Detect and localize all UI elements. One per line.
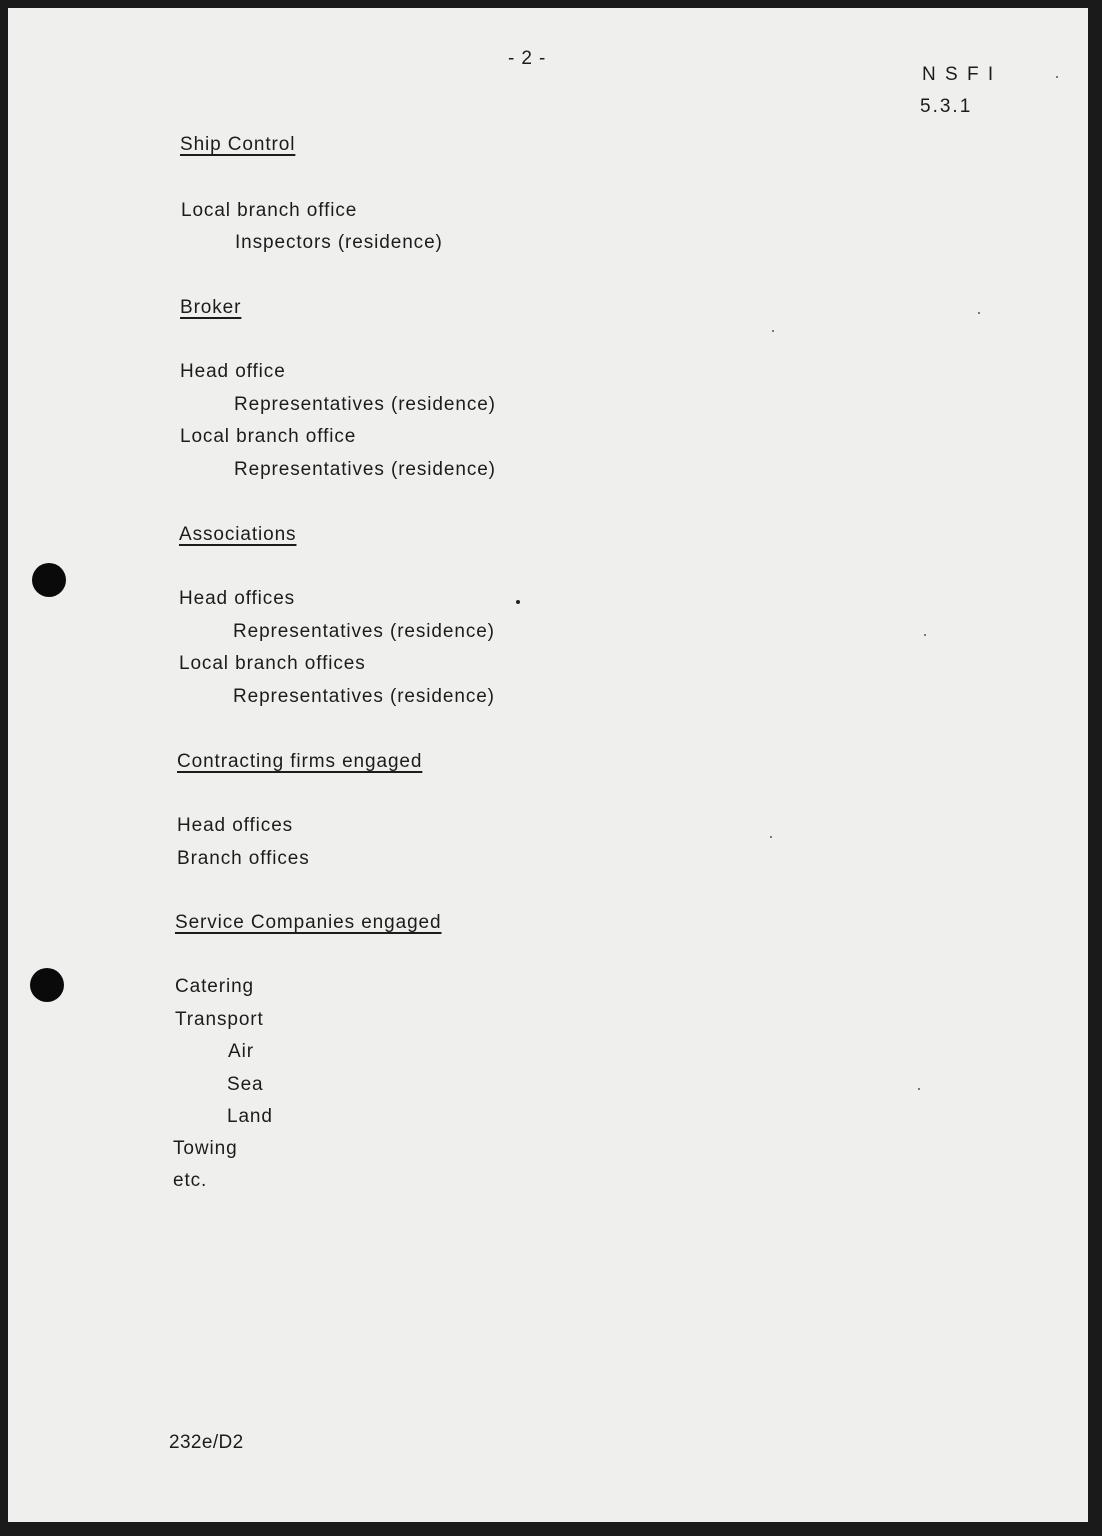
list-item: Towing [173, 1138, 238, 1159]
list-item: Head office [180, 361, 286, 382]
list-item: Sea [227, 1074, 264, 1095]
section-heading-associations: Associations [179, 524, 297, 545]
list-item: Representatives (residence) [233, 686, 495, 707]
list-item: Air [228, 1041, 254, 1062]
org-code: N S F I [922, 64, 996, 85]
list-item: Local branch office [180, 426, 357, 447]
section-heading-contracting: Contracting firms engaged [177, 751, 423, 772]
list-item: Representatives (residence) [234, 459, 496, 480]
list-item: Land [227, 1106, 273, 1127]
list-item: Local branch offices [179, 653, 366, 674]
section-heading-ship-control: Ship Control [180, 134, 296, 155]
list-item: Representatives (residence) [233, 621, 495, 642]
punch-hole-upper [32, 563, 66, 597]
document-code: 232e/D2 [169, 1432, 244, 1453]
list-item: Branch offices [177, 848, 310, 869]
punch-hole-lower [30, 968, 64, 1002]
list-item: Representatives (residence) [234, 394, 496, 415]
document-page [8, 8, 1088, 1522]
speck [772, 330, 774, 332]
section-ref: 5.3.1 [920, 96, 973, 117]
section-heading-broker: Broker [180, 297, 242, 318]
list-item: Transport [175, 1009, 264, 1030]
list-item: Inspectors (residence) [235, 232, 443, 253]
speck [918, 1088, 920, 1090]
speck [1056, 76, 1058, 78]
list-item: etc. [173, 1170, 208, 1191]
list-item: Head offices [177, 815, 294, 836]
speck [770, 836, 772, 838]
list-item: Catering [175, 976, 255, 997]
list-item: Local branch office [181, 200, 358, 221]
speck [978, 312, 980, 314]
section-heading-service: Service Companies engaged [175, 912, 442, 933]
list-item: Head offices [179, 588, 296, 609]
speck [924, 634, 926, 636]
speck [516, 600, 520, 604]
page-number: - 2 - [508, 48, 547, 69]
